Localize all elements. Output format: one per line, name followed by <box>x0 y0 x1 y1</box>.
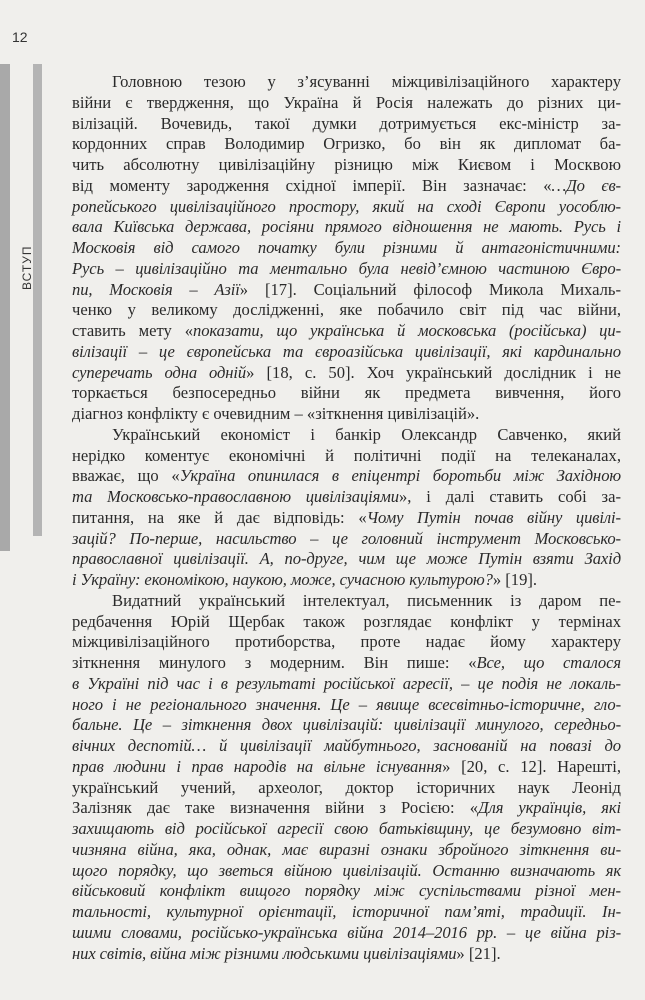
body-text-segment: вілізацій. Вочевидь, такої думки дотримується екс-міністр за- <box>72 113 621 133</box>
text-line <box>72 736 621 757</box>
text-line <box>72 383 621 404</box>
body-text-segment: » [19]. <box>492 570 538 589</box>
text-line <box>72 404 621 425</box>
margin-bar-outer <box>0 64 10 551</box>
body-text-segment: міжцивілізаційного протиборства, проте надає йому характеру <box>72 632 621 652</box>
text-line <box>72 757 621 778</box>
body-text-segment: чить абсолютну цивілізаційну різницю між Києвом і Москвою <box>72 155 621 174</box>
body-text-segment: зіткнення минулого з модерним. Він пише: « <box>72 653 477 672</box>
text-line <box>72 902 621 923</box>
quote-text: ропейського цивілізаційного простору, який на сході Європи уособлю- <box>72 196 621 216</box>
text-line <box>72 425 621 446</box>
quote-text: …До єв- <box>551 175 621 195</box>
quote-text: вічних деспотій… й цивілізації майбутнього, заснованій на повазі до <box>72 736 621 755</box>
text-line <box>72 570 621 591</box>
text-line <box>72 861 621 882</box>
text-line <box>72 217 621 238</box>
quote-text: Чому Путін почав війну цивілі- <box>366 507 621 527</box>
text-line <box>72 612 621 633</box>
text-line <box>72 363 621 384</box>
body-text-segment: кордонних справ Володимир Огризко, бо він як дипломат ба- <box>72 134 621 154</box>
text-line <box>72 155 621 176</box>
body-text <box>72 72 621 964</box>
quote-text: православної цивілізації. А, по-друге, чим ще може Путін взяти Захід <box>72 549 621 569</box>
text-line <box>72 197 621 218</box>
body-text-segment: » [18, с. 50]. Хоч український дослідник і не <box>246 362 622 382</box>
text-line <box>72 549 621 570</box>
text-line <box>72 508 621 529</box>
text-line <box>72 944 621 965</box>
text-line <box>72 342 621 363</box>
paragraph <box>72 591 621 965</box>
quote-text: Для українців, які <box>478 798 621 818</box>
text-line <box>72 176 621 197</box>
quote-text: суперечать одна одній <box>72 362 247 382</box>
quote-text: тальності, культурної орієнтації, історичної пам’яті, традиції. Ін- <box>72 902 621 921</box>
body-text-segment: діагноз конфлікту є очевидним – «зіткнення цивілізацій». <box>72 404 480 423</box>
quote-text: бальне. Це – зіткнення двох цивілізацій: цивілізації минулого, середньо- <box>72 715 621 735</box>
body-text-segment: питання, на яке й дає відповідь: « <box>72 507 367 527</box>
text-line <box>72 674 621 695</box>
margin-bar-inner <box>33 64 42 536</box>
text-line <box>72 238 621 259</box>
text-line <box>72 715 621 736</box>
body-text-segment: від моменту зародження східної імперії. Він зазначає: « <box>72 175 552 195</box>
body-text-segment: нерідко коментує економічні й політичні події на телеканалах, <box>72 445 621 465</box>
quote-text: і Україну: економікою, наукою, може, сучасною культурою? <box>72 570 493 589</box>
quote-text: та Московсько-православною цивілізаціями <box>72 487 399 506</box>
body-text-segment: Залізняк дає таке визначення війни з Росією: « <box>72 798 479 818</box>
text-line <box>72 591 621 612</box>
text-line <box>72 819 621 840</box>
text-line <box>72 446 621 467</box>
body-text-segment: редбачення Юрій Щербак також розглядає конфлікт у термінах <box>72 611 621 631</box>
text-line <box>72 840 621 861</box>
text-line <box>72 280 621 301</box>
quote-text: вала Київська держава, росіяни прямого відношення не мають. Русь і <box>72 217 621 237</box>
body-text-segment: вважає, що « <box>72 466 180 486</box>
text-line <box>72 632 621 653</box>
text-line <box>72 778 621 799</box>
body-text-segment: Український економіст і банкір Олександр Савченко, який <box>112 424 621 444</box>
body-text-segment: » [17]. Соціальний філософ Микола Михаль- <box>239 279 621 299</box>
section-label: ВСТУП <box>20 245 34 290</box>
body-text-segment: Видатний український інтелектуал, письменник із даром пе- <box>112 590 621 610</box>
body-text-segment: Головною тезою у з’ясуванні міжцивілізаційного характеру <box>112 72 621 91</box>
quote-text: чизняна війна, яка, однак, має виразні ознаки збройного зіткнення ви- <box>72 839 621 859</box>
quote-text: шими словами, російсько-українська війна 2014–2016 рр. – це війна різ- <box>72 922 621 942</box>
quote-text: в Україні під час і в результаті російської агресії, – це подія не локаль- <box>72 673 621 693</box>
text-line <box>72 259 621 280</box>
body-text-segment: український учений, археолог, доктор історичних наук Леонід <box>72 777 621 797</box>
text-line <box>72 321 621 342</box>
page-number: 12 <box>12 29 28 45</box>
quote-text: прав людини і прав народів на вільне існування <box>72 756 443 776</box>
text-line <box>72 881 621 902</box>
body-text-segment: ченко у великому дослідженні, яке побачило світ під час війни, <box>72 300 621 320</box>
text-line <box>72 798 621 819</box>
quote-text: пи, Московія – Азії <box>72 279 240 299</box>
quote-text: Все, що сталося <box>476 653 621 672</box>
text-line <box>72 72 621 93</box>
quote-text: них світів, війна між різними людськими цивілізаціями <box>72 943 457 963</box>
body-text-segment: » [20, с. 12]. Нарешті, <box>442 756 621 776</box>
quote-text: щого порядку, що зветься війною цивілізацій. Останню визначають як <box>72 860 621 880</box>
quote-text: зацій? По-перше, насильство – це головний інструмент Московсько- <box>72 528 621 548</box>
text-line <box>72 695 621 716</box>
text-line <box>72 300 621 321</box>
text-line <box>72 93 621 114</box>
text-line <box>72 134 621 155</box>
text-line <box>72 653 621 674</box>
quote-text: Русь – цивілізаційно та ментально була невід’ємною частиною Євро- <box>72 258 621 278</box>
paragraph <box>72 425 621 591</box>
text-line <box>72 466 621 487</box>
text-line <box>72 487 621 508</box>
quote-text: Московія від самого початку були різними й антагоністичними: <box>72 238 621 257</box>
text-line <box>72 529 621 550</box>
text-line <box>72 114 621 135</box>
paragraph <box>72 72 621 425</box>
text-line <box>72 923 621 944</box>
body-text-segment: », і далі ставить собі за- <box>398 487 621 506</box>
body-text-segment: ставить мету « <box>72 321 194 340</box>
body-text-segment: » [21]. <box>456 943 501 963</box>
body-text-segment: війни є твердження, що Україна й Росія належать до різних ци- <box>72 92 621 112</box>
quote-text: ного і не регіонального значення. Це – явище всесвітньо-історичне, гло- <box>72 694 621 714</box>
quote-text: військовий конфлікт вищого порядку між суспільствами різної мен- <box>72 881 621 901</box>
quote-text: Україна опинилася в епіцентрі боротьби між Західною <box>179 466 621 486</box>
quote-text: захищають від російської агресії свою батьківщину, це безумовно віт- <box>72 819 621 838</box>
body-text-segment: торкається безпосередньо війни як предмета вивчення, його <box>72 383 621 403</box>
quote-text: вілізації – це європейська та євроазійська цивілізації, які кардинально <box>72 341 621 361</box>
quote-text: показати, що українська й московська (російська) ци- <box>193 321 621 340</box>
